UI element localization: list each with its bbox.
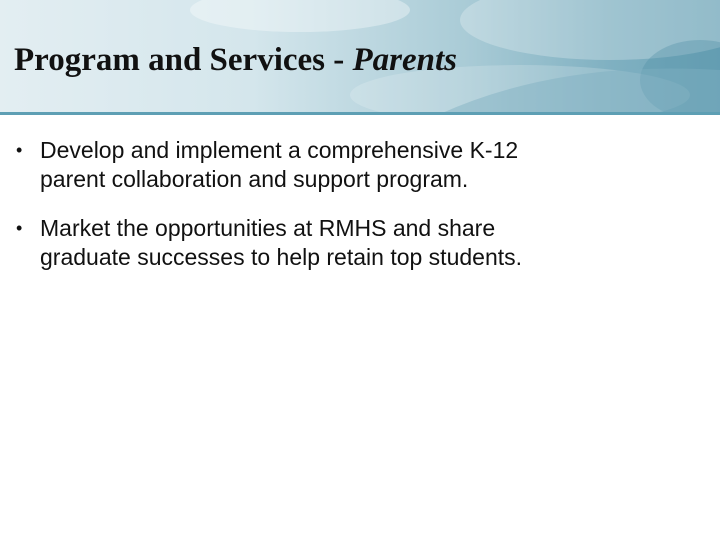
bullet-list: [14, 136, 694, 292]
bullet-icon: •: [16, 140, 23, 160]
bullet-item: [14, 136, 694, 194]
bullet-text-line: Market the opportunities at RMHS and share: [40, 215, 496, 241]
slide-title-main: Program and Services -: [14, 42, 353, 78]
bullet-icon: •: [16, 218, 23, 238]
bullet-item: [14, 214, 694, 272]
slide-title-italic: Parents: [352, 42, 458, 78]
bullet-text-line: parent collaboration and support program.: [40, 166, 469, 192]
header-banner: [0, 0, 720, 114]
slide-title: [14, 42, 457, 79]
bullet-text-line: Develop and implement a comprehensive K-12: [40, 137, 519, 163]
header-divider: [0, 112, 720, 115]
bullet-text-line: graduate successes to help retain top students.: [40, 244, 523, 270]
